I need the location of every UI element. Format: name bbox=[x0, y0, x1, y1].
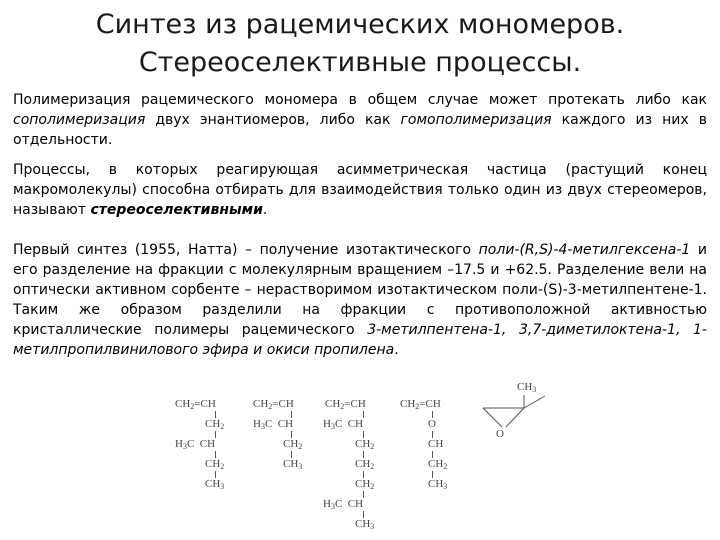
f2-line-4: $CH_3$ bbox=[283, 458, 303, 471]
bond bbox=[363, 491, 364, 498]
bond bbox=[363, 511, 364, 518]
bond bbox=[363, 471, 364, 478]
f1-line-5: $CH_3$ bbox=[205, 478, 225, 491]
f3-line-7: $CH_3$ bbox=[355, 518, 375, 531]
bond bbox=[432, 471, 433, 478]
title-line-2: Стереоселективные процессы. bbox=[138, 47, 582, 78]
bond bbox=[215, 451, 216, 458]
slide-title bbox=[0, 6, 720, 82]
f5-methyl: $CH_3$ bbox=[517, 381, 537, 394]
bond bbox=[432, 411, 433, 418]
f1-line-2: $CH_2$ bbox=[205, 418, 225, 431]
paragraph-2 bbox=[13, 160, 707, 220]
paragraph-1 bbox=[13, 90, 707, 150]
bond bbox=[432, 431, 433, 438]
f4-line-2: O bbox=[428, 418, 436, 430]
bond bbox=[363, 451, 364, 458]
f2-line-1: $CH_2=CH$ bbox=[253, 398, 294, 411]
f1-line-1: $CH_2=CH$ bbox=[175, 398, 216, 411]
f4-line-3: CH bbox=[428, 438, 444, 450]
f3-line-5: $CH_2$ bbox=[355, 478, 375, 491]
bond bbox=[215, 411, 216, 418]
bond bbox=[363, 431, 364, 438]
p1-italic-2: гомополимеризация bbox=[400, 112, 552, 128]
p3-italic-1: поли-(R,S)-4-метилгексена-1 bbox=[478, 242, 691, 258]
bond bbox=[291, 431, 292, 438]
f5-oxygen: O bbox=[496, 428, 504, 440]
f2-line-3: $CH_2$ bbox=[283, 438, 303, 451]
f1-line-3: $H_3C$ CH bbox=[175, 438, 216, 451]
p3-italic-2: 3-метилпентена-1, 3,7-диметилоктена-1, 1-метилпропилвинилового эфира и окиси пропилена bbox=[13, 322, 707, 358]
p3-text-3: . bbox=[394, 342, 399, 358]
f3-line-2: $H_3C$ CH bbox=[323, 418, 364, 431]
bond bbox=[215, 471, 216, 478]
f3-line-4: $CH_2$ bbox=[355, 458, 375, 471]
p1-text-2: двух энантиомеров, либо как bbox=[145, 112, 401, 128]
bond bbox=[291, 451, 292, 458]
p1-italic-1: сополимеризация bbox=[13, 112, 146, 128]
bond bbox=[291, 411, 292, 418]
p2-text-1: Процессы, в которых реагирующая асимметрическая частица (растущий конец макромолекулы) способна отбирать для взаимодействия только один из двух стереомеров, называют bbox=[13, 162, 707, 218]
epoxide-ring-icon bbox=[475, 392, 555, 440]
bond bbox=[215, 431, 216, 438]
f3-line-1: $CH_2=CH$ bbox=[325, 398, 366, 411]
paragraph-3 bbox=[13, 240, 707, 360]
bond bbox=[432, 451, 433, 458]
f4-line-1: $CH_2=CH$ bbox=[400, 398, 441, 411]
p2-bold-italic: стереоселективными bbox=[90, 202, 263, 218]
f4-line-5: $CH_3$ bbox=[428, 478, 448, 491]
f4-line-4: $CH_2$ bbox=[428, 458, 448, 471]
p1-text-1: Полимеризация рацемического мономера в общем случае может протекать либо как bbox=[13, 92, 707, 108]
p3-text-1: Первый синтез (1955, Натта) – получение изотактического bbox=[13, 242, 479, 258]
title-line-1: Синтез из рацемических мономеров. bbox=[95, 9, 625, 40]
p3-text-2: и его разделение на фракции с молекулярным вращением –17.5 и +62.5. Разделение вели на оптически активном сорбенте – нерастворимом изотактическом поли-(S)-3-метилпентене-1. Таким же образом разделили на фракции с противоположной активностью кристаллические полимеры рацемического bbox=[13, 242, 707, 338]
f3-line-3: $CH_2$ bbox=[355, 438, 375, 451]
f2-line-2: $H_3C$ CH bbox=[253, 418, 294, 431]
bond bbox=[363, 411, 364, 418]
p2-text-2: . bbox=[262, 202, 268, 218]
f1-line-4: $CH_2$ bbox=[205, 458, 225, 471]
f3-line-6: $H_3C$ CH bbox=[323, 498, 364, 511]
p1-text-3: каждого из них в отдельности. bbox=[13, 112, 707, 148]
